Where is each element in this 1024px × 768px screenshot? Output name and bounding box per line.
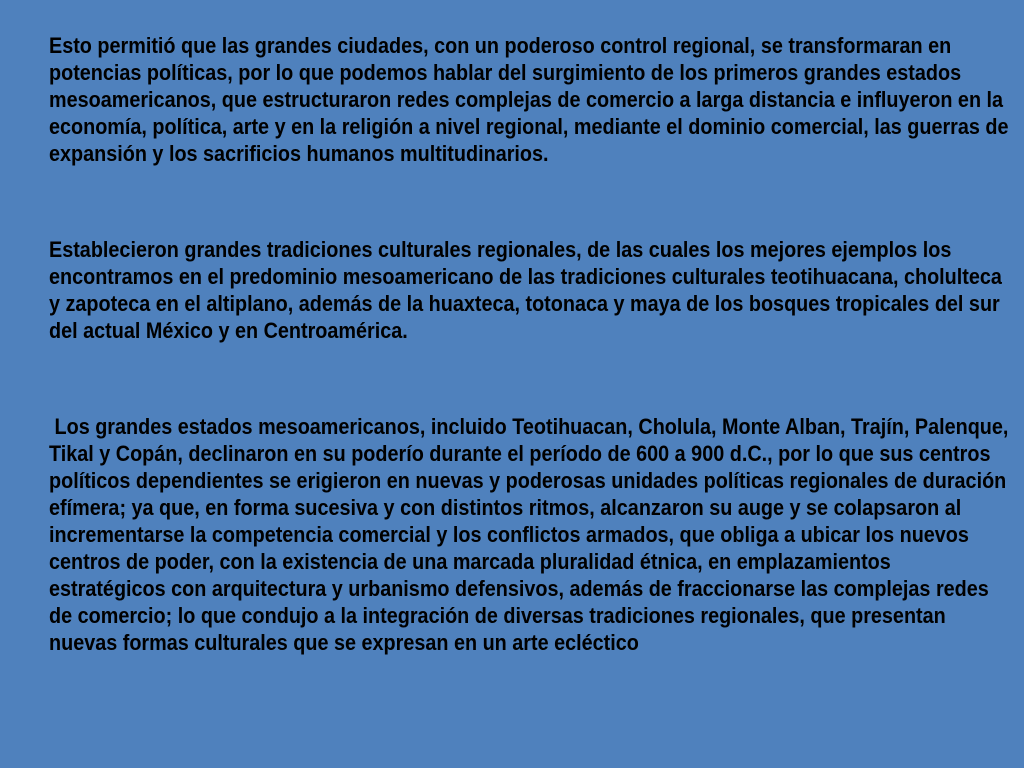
paragraph-tradiciones-culturales: Establecieron grandes tradiciones culturales regionales, de las cuales los mejores ejemplos los encontramos en el predominio mesoamericano de las tradiciones culturales teotihuacana, cholulteca y zapoteca en el altiplano, además de la huaxteca, totonaca y maya de los bosques tropicales del sur del actual México y en Centroamérica. bbox=[49, 237, 1008, 343]
paragraph-estados-mesoamericanos: Esto permitió que las grandes ciudades, con un poderoso control regional, se transformaran en potencias políticas, por lo que podemos hablar del surgimiento de los primeros grandes estados mesoamericanos, que estructuraron redes complejas de comercio a larga distancia e influyeron en la economía, política, arte y en la religión a nivel regional, mediante el dominio comercial, las guerras de expansión y los sacrificios humanos multitudinarios. bbox=[49, 33, 1015, 166]
paragraph-declive-estados: Los grandes estados mesoamericanos, incluido Teotihuacan, Cholula, Monte Alban, Trajín, Palenque, Tikal y Copán, declinaron en su poderío durante el período de 600 a 900 d.C., por lo que sus centros políticos dependientes se erigieron en nuevas y poderosas unidades políticas regionales de duración efímera; ya que, en forma sucesiva y con distintos ritmos, alcanzaron su auge y se colapsaron al incrementarse la competencia comercial y los conflictos armados, que obliga a ubicar los nuevos centros de poder, con la existencia de una marcada pluralidad étnica, en emplazamientos estratégicos con arquitectura y urbanismo defensivos, además de fraccionarse las complejas redes de comercio; lo que condujo a la integración de diversas tradiciones regionales, que presentan nuevas formas culturales que se expresan en un arte ecléctico bbox=[49, 414, 1014, 655]
